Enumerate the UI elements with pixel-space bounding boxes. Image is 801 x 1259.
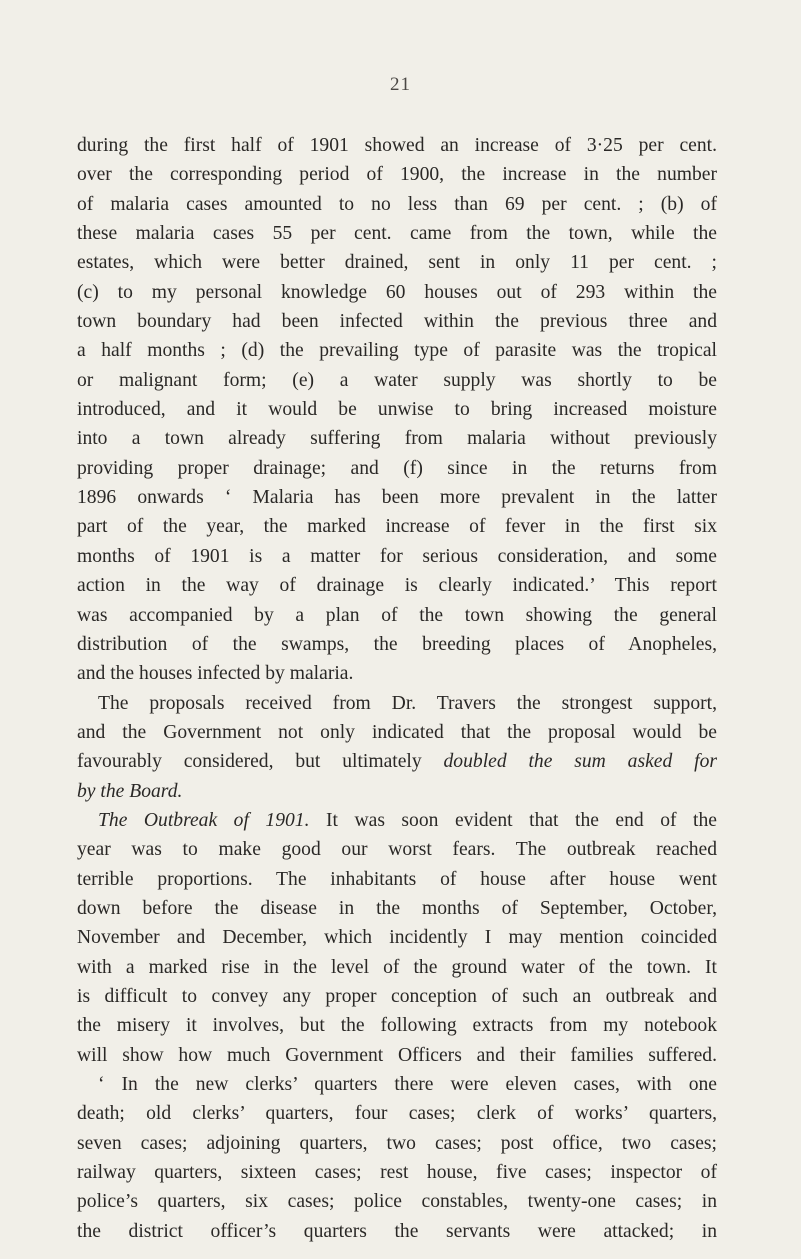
body-text (77, 131, 717, 1246)
text-line: down before the disease in the months of September, October, (77, 897, 717, 919)
text-line: or malignant form; (e) a water supply was shortly to be (77, 369, 717, 391)
text-line: year was to make good our worst fears. The outbreak reached (77, 839, 717, 861)
text-line: and the houses infected by malaria. (77, 663, 354, 685)
text-line: action in the way of drainage is clearly indicated.’ This report (77, 575, 717, 597)
text-line: will show how much Government Officers and their families suffered. (77, 1044, 717, 1066)
text-line: part of the year, the marked increase of fever in the first six (77, 516, 717, 538)
text-line: the district officer’s quarters the servants were attacked; in (77, 1220, 717, 1242)
text-line: of malaria cases amounted to no less than 69 per cent. ; (b) of (77, 193, 717, 215)
text-line: police’s quarters, six cases; police constables, twenty-one cases; in (77, 1191, 717, 1213)
text-line: into a town already suffering from malaria without previously (77, 428, 717, 450)
text-line: seven cases; adjoining quarters, two cases; post office, two cases; (77, 1132, 717, 1154)
text-line: 1896 onwards ‘ Malaria has been more prevalent in the latter (77, 487, 717, 509)
text-line: the misery it involves, but the following extracts from my notebook (77, 1015, 717, 1037)
text-line: by the Board. (77, 780, 183, 802)
text-line: introduced, and it would be unwise to bring increased moisture (77, 399, 717, 421)
text-line: death; old clerks’ quarters, four cases; clerk of works’ quarters, (77, 1103, 717, 1125)
text-line: railway quarters, sixteen cases; rest house, five cases; inspector of (77, 1162, 717, 1184)
text-line: over the corresponding period of 1900, the increase in the number (77, 164, 717, 186)
text-line: these malaria cases 55 per cent. came from the town, while the (77, 223, 717, 245)
text-line: terrible proportions. The inhabitants of house after house went (77, 868, 717, 890)
text-line: a half months ; (d) the prevailing type of parasite was the tropical (77, 340, 717, 362)
text-line: The Outbreak of 1901. It was soon evident that the end of the (98, 809, 717, 831)
text-line: (c) to my personal knowledge 60 houses out of 293 within the (77, 281, 717, 303)
text-line: during the first half of 1901 showed an increase of 3·25 per cent. (77, 135, 717, 156)
page-number: 21 (390, 74, 411, 95)
text-line: was accompanied by a plan of the town showing the general (77, 604, 717, 626)
text-line: distribution of the swamps, the breeding places of Anopheles, (77, 633, 717, 655)
text-line: November and December, which incidently I may mention coincided (77, 927, 717, 949)
text-line: is difficult to convey any proper conception of such an outbreak and (77, 985, 717, 1007)
text-line: estates, which were better drained, sent in only 11 per cent. ; (77, 252, 717, 274)
text-line: ‘ In the new clerks’ quarters there were eleven cases, with one (98, 1074, 717, 1095)
text-line: The proposals received from Dr. Travers the strongest support, (98, 692, 717, 714)
text-line: town boundary had been infected within the previous three and (77, 311, 717, 333)
text-line: with a marked rise in the level of the ground water of the town. It (77, 956, 717, 978)
text-line: providing proper drainage; and (f) since in the returns from (77, 457, 717, 479)
text-line: and the Government not only indicated that the proposal would be (77, 721, 717, 743)
text-line: months of 1901 is a matter for serious consideration, and some (77, 545, 717, 567)
text-line: favourably considered, but ultimately doubled the sum asked for (77, 751, 717, 773)
